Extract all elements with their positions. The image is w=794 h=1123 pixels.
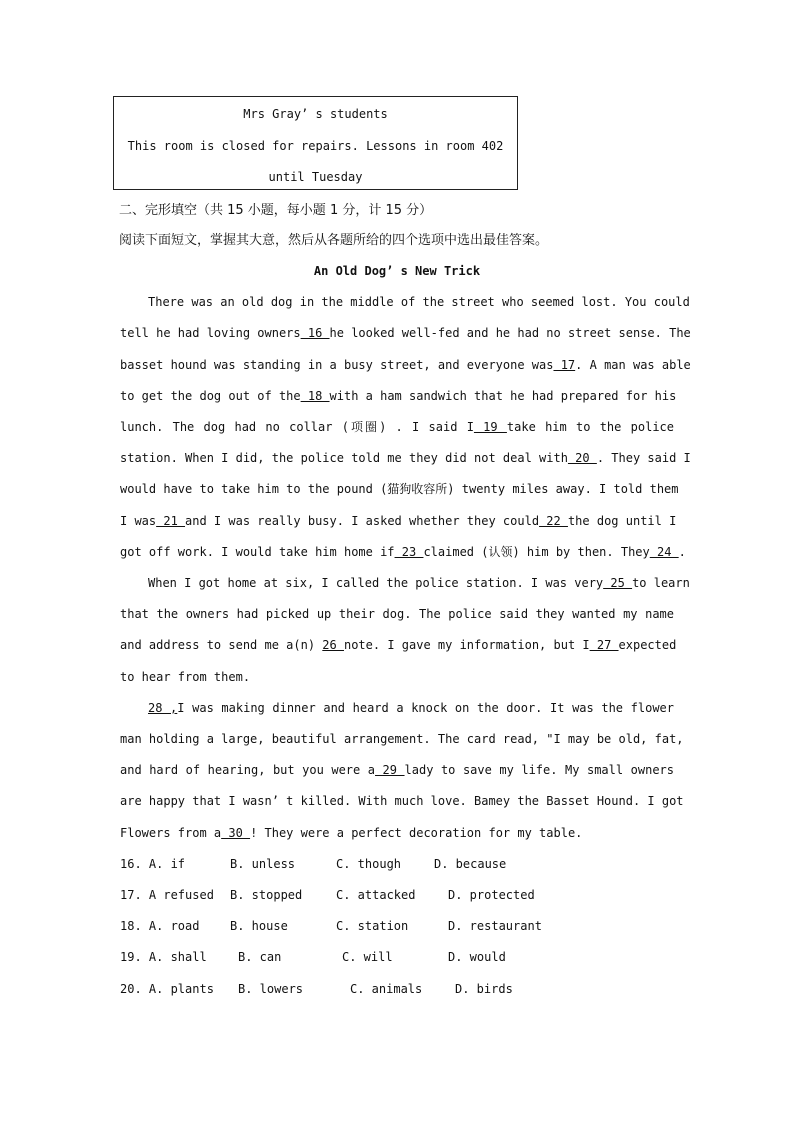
blank-16: 16	[300, 326, 330, 340]
passage-line: There was an old dog in the middle of the street who seemed lost. You could	[148, 295, 690, 309]
section-instruction: 阅读下面短文，掌握其大意，然后从各题所给的四个选项中选出最佳答案。	[119, 233, 549, 248]
passage-line: would have to take him to the pound (猫狗收容所) twenty miles away. I told them	[120, 482, 679, 496]
blank-17: 17	[553, 358, 576, 372]
option-b: B. lowers	[238, 982, 304, 996]
option-d: D. would	[448, 950, 506, 964]
blank-24: 24	[649, 545, 679, 559]
passage-line: got off work. I would take him home if 23 claimed (认领) him by then. They 24 .	[120, 545, 686, 559]
blank-28: 28 ,	[148, 701, 178, 715]
option-d: D. birds	[455, 982, 513, 996]
passage-line: When I got home at six, I called the police station. I was very 25 to learn	[148, 576, 690, 590]
passage-line: to hear from them.	[120, 670, 251, 684]
passage-title: An Old Dog’ s New Trick	[313, 264, 481, 278]
passage-line: 28 ,I was making dinner and heard a knock on the door. It was the flower	[148, 701, 674, 715]
passage-line: that the owners had picked up their dog. The police said they wanted my name	[120, 607, 674, 621]
section-heading: 二、完形填空（共 15 小题，每小题 1 分，计 15 分）	[119, 203, 433, 218]
blank-18: 18	[300, 389, 330, 403]
option-d: D. restaurant	[448, 919, 542, 933]
passage-line: to get the dog out of the 18 with a ham sandwich that he had prepared for his	[120, 389, 677, 403]
option-b: B. stopped	[230, 888, 303, 902]
blank-21: 21	[156, 514, 186, 528]
blank-26: 26	[322, 638, 344, 652]
blank-22: 22	[539, 514, 568, 528]
notice-line: until Tuesday	[268, 170, 363, 184]
option-a: 17. A refused	[120, 888, 214, 902]
notice-box	[113, 96, 518, 190]
option-a: 19. A. shall	[120, 950, 207, 964]
option-c: C. though	[336, 857, 402, 871]
option-a: 16. A. if	[120, 857, 186, 871]
blank-29: 29	[375, 763, 405, 777]
option-a: 20. A. plants	[120, 982, 214, 996]
option-b: B. unless	[230, 857, 296, 871]
option-a: 18. A. road	[120, 919, 200, 933]
option-c: C. will	[342, 950, 393, 964]
notice-line: This room is closed for repairs. Lessons in room 402	[127, 139, 504, 153]
passage-line: lunch. The dog had no collar (项圈) . I said I 19 take him to the police	[120, 420, 674, 434]
option-c: C. animals	[350, 982, 423, 996]
passage-line: I was 21 and I was really busy. I asked whether they could 22 the dog until I	[120, 514, 677, 528]
blank-20: 20	[567, 451, 597, 465]
notice-line: Mrs Gray’ s students	[243, 107, 388, 121]
blank-27: 27	[589, 638, 619, 652]
passage-line: man holding a large, beautiful arrangement. The card read, "I may be old, fat,	[120, 732, 684, 746]
option-c: C. attacked	[336, 888, 416, 902]
passage-line: basset hound was standing in a busy street, and everyone was 17. A man was able	[120, 358, 691, 372]
blank-30: 30	[221, 826, 251, 840]
option-d: D. protected	[448, 888, 535, 902]
option-b: B. can	[238, 950, 282, 964]
passage-line: tell he had loving owners 16 he looked well-fed and he had no street sense. The	[120, 326, 691, 340]
option-d: D. because	[434, 857, 507, 871]
passage-line: Flowers from a 30 ! They were a perfect decoration for my table.	[120, 826, 583, 840]
option-c: C. station	[336, 919, 409, 933]
passage-line: station. When I did, the police told me they did not deal with 20 . They said I	[120, 451, 691, 465]
blank-23: 23	[394, 545, 424, 559]
passage-line: and hard of hearing, but you were a 29 lady to save my life. My small owners	[120, 763, 674, 777]
blank-25: 25	[603, 576, 633, 590]
passage-line: and address to send me a(n) 26 note. I gave my information, but I 27 expected	[120, 638, 677, 652]
option-b: B. house	[230, 919, 288, 933]
blank-19: 19	[473, 420, 507, 434]
passage-line: are happy that I wasn’ t killed. With much love. Bamey the Basset Hound. I got	[120, 794, 684, 808]
